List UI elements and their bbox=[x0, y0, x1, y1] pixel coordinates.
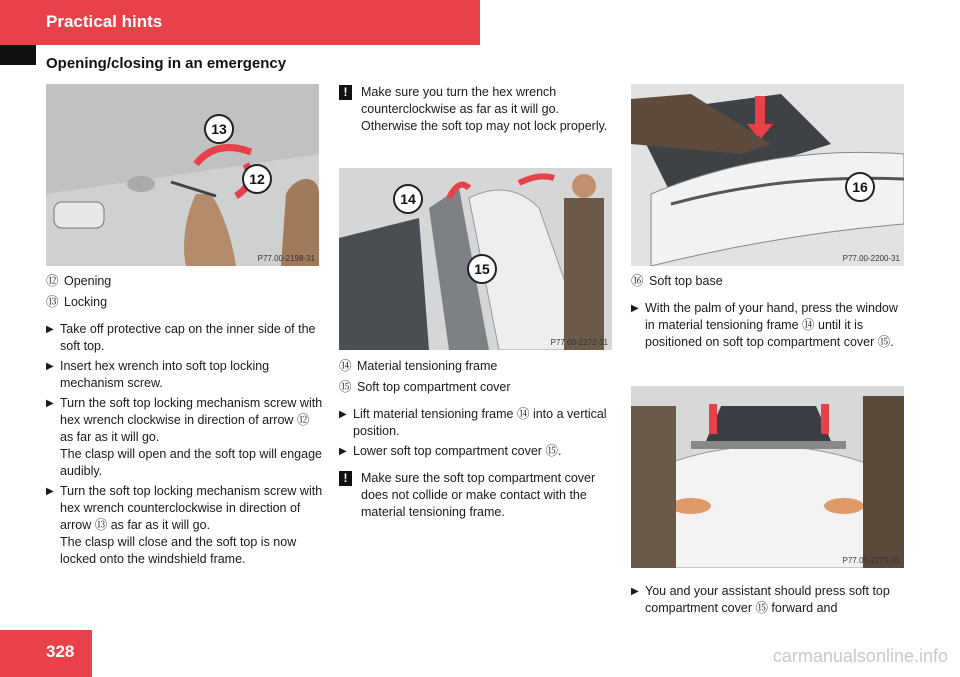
instruction-step: ▶ Turn the soft top locking mechanism screw with hex wrench clockwise in direction of arrow ⑫ as far as it will go. bbox=[46, 396, 323, 444]
arrow-right-icon: ▶ bbox=[46, 361, 54, 372]
legend-item: ⑮ Soft top compartment cover bbox=[339, 380, 511, 394]
arrow-right-icon: ▶ bbox=[339, 446, 347, 457]
column-1 bbox=[46, 273, 324, 571]
figure-code: P77.00-2272-31 bbox=[550, 338, 608, 347]
instruction-result: The clasp will open and the soft top will engage audibly. bbox=[60, 447, 322, 478]
legend-item: ⑬ Locking bbox=[46, 295, 108, 309]
section-title: Practical hints bbox=[46, 12, 163, 31]
instruction-step: ▶ With the palm of your hand, press the window in material tensioning frame ⑭ until it is positioned on soft top compartment cover ⑮. bbox=[631, 301, 898, 349]
page-number-tab bbox=[0, 630, 92, 677]
figure-hex-wrench bbox=[46, 84, 319, 266]
page-subtitle: Opening/closing in an emergency bbox=[46, 55, 287, 72]
warning-note: ! Make sure the soft top compartment cover does not collide or make contact with the material tensioning frame. bbox=[339, 470, 617, 521]
callout-12: 12 bbox=[242, 164, 272, 194]
instruction-step: ▶ Lower soft top compartment cover ⑮. bbox=[339, 444, 562, 458]
section-header bbox=[0, 0, 480, 45]
arrow-right-icon: ▶ bbox=[46, 324, 54, 335]
figure-tensioning-frame bbox=[339, 168, 612, 350]
warning-note: ! Make sure you turn the hex wrench counterclockwise as far as it will go. Otherwise the soft top may not lock properly. bbox=[339, 84, 614, 135]
instruction-step: ▶ Take off protective cap on the inner side of the soft top. bbox=[46, 322, 316, 353]
column-2-note bbox=[339, 84, 614, 139]
figure-code: P77.00-2273-31 bbox=[842, 556, 900, 565]
arrow-right-icon: ▶ bbox=[631, 303, 639, 314]
page-number: 328 bbox=[46, 642, 75, 661]
header-marker bbox=[0, 45, 36, 65]
watermark: carmanualsonline.info bbox=[772, 646, 948, 666]
arrow-right-icon: ▶ bbox=[631, 586, 639, 597]
figure-soft-top-base bbox=[631, 84, 904, 266]
callout-15: 15 bbox=[467, 254, 497, 284]
instruction-step: ▶ Insert hex wrench into soft top locking mechanism screw. bbox=[46, 359, 270, 390]
instruction-result: The clasp will close and the soft top is now locked onto the windshield frame. bbox=[60, 535, 297, 566]
arrow-right-icon: ▶ bbox=[46, 486, 54, 497]
arrow-right-icon: ▶ bbox=[46, 398, 54, 409]
legend-item: ⑭ Material tensioning frame bbox=[339, 359, 498, 373]
legend-item: ⑯ Soft top base bbox=[631, 274, 723, 288]
arrow-right-icon: ▶ bbox=[339, 409, 347, 420]
column-3-bottom bbox=[631, 583, 906, 620]
figure-code: P77.00-2200-31 bbox=[842, 254, 900, 263]
exclamation-icon: ! bbox=[339, 471, 352, 486]
callout-13: 13 bbox=[204, 114, 234, 144]
exclamation-icon: ! bbox=[339, 85, 352, 100]
figure-press-cover-illustration bbox=[631, 386, 904, 568]
legend-item: ⑫ Opening bbox=[46, 274, 112, 288]
instruction-step: ▶ You and your assistant should press soft top compartment cover ⑮ forward and bbox=[631, 584, 890, 615]
instruction-step: ▶ Turn the soft top locking mechanism screw with hex wrench counterclockwise in direction of arrow ⑬ as far as it will go. bbox=[46, 484, 323, 532]
column-3 bbox=[631, 273, 906, 354]
column-2 bbox=[339, 358, 617, 525]
callout-16: 16 bbox=[845, 172, 875, 202]
callout-14: 14 bbox=[393, 184, 423, 214]
figure-press-cover bbox=[631, 386, 904, 568]
figure-hex-wrench-illustration bbox=[46, 84, 319, 266]
instruction-step: ▶ Lift material tensioning frame ⑭ into a vertical position. bbox=[339, 407, 607, 438]
figure-code: P77.00-2198-31 bbox=[257, 254, 315, 263]
